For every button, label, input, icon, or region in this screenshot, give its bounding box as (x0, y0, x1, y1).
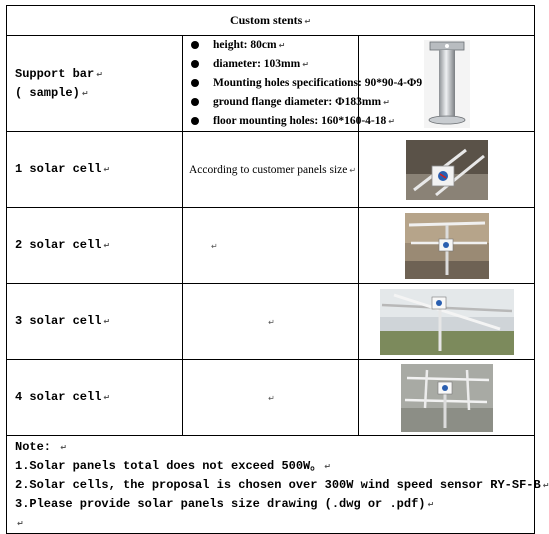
support-bar-photo (424, 40, 470, 128)
table-title: Custom stents (229, 13, 303, 27)
row-desc-cell: According to customer panels size ↵ (183, 132, 359, 208)
row-label-cell: 4 solar cell ↵ (7, 360, 183, 436)
three-panel-bracket-photo (380, 289, 514, 355)
note-line: 2.Solar cells, the proposal is chosen over 300W wind speed sensor RY-SF-B (15, 478, 541, 492)
row-desc-cell: ↵ (183, 284, 359, 360)
bullet-icon (191, 117, 199, 125)
note-line: 3.Please provide solar panels size drawing (.dwg or .pdf) (15, 497, 426, 511)
notes-row (7, 436, 535, 534)
spec-item: Mounting holes specifications: 90*90-4-Φ9 (189, 74, 358, 93)
row-label-cell: 2 solar cell ↵ (7, 208, 183, 284)
row-desc-cell: ↵ (183, 360, 359, 436)
bullet-icon (191, 79, 199, 87)
spec-list (183, 36, 423, 131)
spec-sheet (6, 5, 549, 534)
row-image-cell (359, 132, 535, 208)
support-bar-label: Support bar (15, 66, 95, 81)
row-desc-cell: ↵ (183, 208, 359, 284)
note-line: 1.Solar panels total does not exceed 500W。 (15, 459, 323, 473)
row-image-cell (359, 208, 535, 284)
support-bar-label-cell: Support bar ↵ ( sample) ↵ (7, 36, 183, 132)
row-image-cell (359, 360, 535, 436)
support-bar-specs-cell (183, 36, 423, 132)
custom-stents-table (6, 5, 549, 534)
spec-item: ground flange diameter: Φ183mm ↵ (189, 93, 358, 112)
table-row (7, 360, 535, 436)
support-bar-sublabel: ( sample) (15, 85, 80, 100)
table-title-cell (7, 6, 535, 36)
row-image-cell (359, 284, 535, 360)
table-row (7, 132, 535, 208)
spec-item: height: 80cm ↵ (189, 36, 358, 55)
table-row (7, 284, 535, 360)
notes-heading: Note: (15, 440, 52, 454)
row-label-cell: 3 solar cell ↵ (7, 284, 183, 360)
table-row (7, 208, 535, 284)
spec-item: floor mounting holes: 160*160-4-18 ↵ (189, 112, 358, 131)
spec-item: diameter: 103mm ↵ (189, 55, 358, 74)
bullet-icon (191, 98, 199, 106)
row-label-cell: 1 solar cell ↵ (7, 132, 183, 208)
support-bar-row (7, 36, 535, 132)
title-row (7, 6, 535, 36)
bullet-icon (191, 60, 199, 68)
paragraph-mark: ↵ (17, 519, 24, 528)
bullet-icon (191, 41, 199, 49)
notes-cell: Note: ↵ 1.Solar panels total does not exceed 500W。 ↵ 2.Solar cells, the proposal is chosen over 300W wind speed sensor RY-SF-B ↵ 3.Please provide solar panels size drawing (.dwg or .pdf) ↵ ↵ (7, 436, 535, 534)
paragraph-mark: ↵ (304, 17, 312, 26)
two-panel-bracket-photo (405, 213, 489, 279)
one-panel-bracket-photo (406, 140, 488, 200)
four-panel-bracket-photo (401, 364, 493, 432)
